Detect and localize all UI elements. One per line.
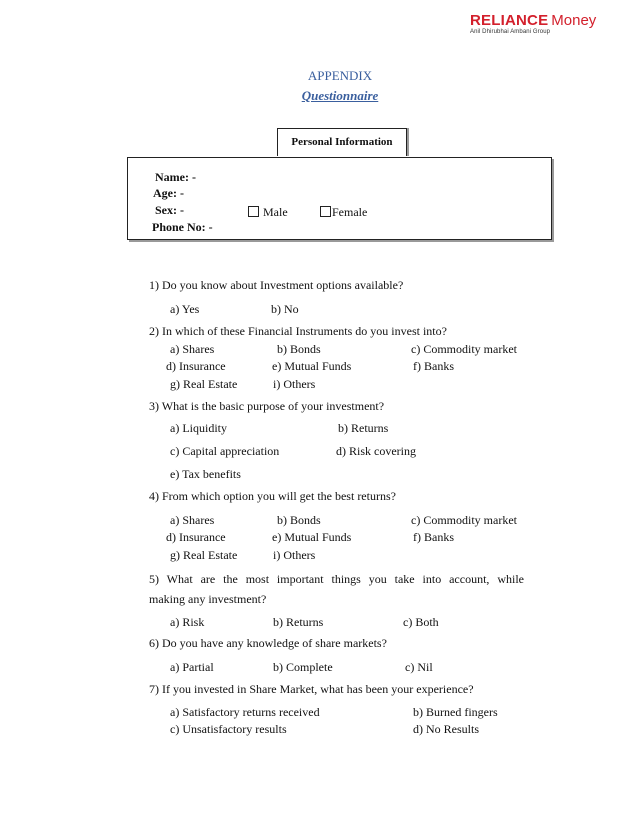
- page-subtitle: Questionnaire: [301, 88, 379, 103]
- q3-option-d: d) Risk covering: [336, 444, 416, 458]
- q4-option-a: a) Shares: [170, 513, 215, 527]
- q2-option-f: f) Banks: [413, 359, 454, 373]
- q3-option-b: b) Returns: [338, 421, 389, 435]
- question-7: 7) If you invested in Share Market, what has been your experience?: [149, 682, 474, 696]
- q1-option-b: b) No: [271, 302, 299, 316]
- phone-field-label: Phone No: -: [152, 220, 213, 234]
- q7-option-c: c) Unsatisfactory results: [170, 722, 287, 736]
- page-title: APPENDIX: [307, 68, 373, 83]
- q2-option-d: d) Insurance: [166, 359, 226, 373]
- q2-option-e: e) Mutual Funds: [272, 359, 352, 373]
- q5-option-a: a) Risk: [170, 615, 205, 629]
- male-checkbox[interactable]: [248, 206, 259, 217]
- female-option[interactable]: [320, 203, 367, 221]
- q4-option-c: c) Commodity market: [411, 513, 517, 527]
- question-4: 4) From which option you will get the best returns?: [149, 489, 396, 503]
- question-6: 6) Do you have any knowledge of share markets?: [149, 636, 387, 650]
- q4-option-d: d) Insurance: [166, 530, 226, 544]
- q2-option-c: c) Commodity market: [411, 342, 517, 356]
- reliance-money-logo: [470, 12, 597, 35]
- male-option[interactable]: [248, 203, 288, 221]
- age-field-label: Age: -: [153, 186, 184, 200]
- q2-option-i: i) Others: [273, 377, 316, 391]
- q7-option-d: d) No Results: [413, 722, 479, 736]
- q2-option-g: g) Real Estate: [170, 377, 238, 391]
- q4-option-g: g) Real Estate: [170, 548, 238, 562]
- q7-option-b: b) Burned fingers: [413, 705, 498, 719]
- q2-option-a: a) Shares: [170, 342, 215, 356]
- personal-info-tab: [277, 128, 407, 156]
- q6-option-c: c) Nil: [405, 660, 433, 674]
- q2-option-b: b) Bonds: [277, 342, 321, 356]
- male-label: Male: [263, 205, 288, 219]
- q4-option-b: b) Bonds: [277, 513, 321, 527]
- q1-option-a: a) Yes: [170, 302, 200, 316]
- logo-brand-text: RELIANCE: [470, 12, 549, 29]
- question-5-line-2: making any investment?: [149, 592, 267, 606]
- logo-group-text: Anil Dhirubhai Ambani Group: [470, 29, 551, 35]
- female-checkbox[interactable]: [320, 206, 331, 217]
- q3-option-c: c) Capital appreciation: [170, 444, 280, 458]
- q3-option-a: a) Liquidity: [170, 421, 227, 435]
- q6-option-b: b) Complete: [273, 660, 333, 674]
- personal-info-tab-label: Personal Information: [291, 136, 393, 148]
- q4-option-i: i) Others: [273, 548, 316, 562]
- q5-option-c: c) Both: [403, 615, 439, 629]
- logo-money-text: Money: [551, 12, 597, 29]
- q4-option-e: e) Mutual Funds: [272, 530, 352, 544]
- question-2: 2) In which of these Financial Instruments do you invest into?: [149, 324, 447, 338]
- question-3: 3) What is the basic purpose of your investment?: [149, 399, 385, 413]
- q3-option-e: e) Tax benefits: [170, 467, 241, 481]
- q5-option-b: b) Returns: [273, 615, 324, 629]
- q4-option-f: f) Banks: [413, 530, 454, 544]
- name-field-label: Name: -: [155, 170, 196, 184]
- q6-option-a: a) Partial: [170, 660, 214, 674]
- female-label: Female: [332, 205, 368, 219]
- question-5-line-1: 5) What are the most important things you take into account, while: [149, 572, 524, 586]
- question-1: 1) Do you know about Investment options available?: [149, 278, 404, 292]
- sex-field-label: Sex: -: [155, 203, 184, 217]
- q7-option-a: a) Satisfactory returns received: [170, 705, 320, 719]
